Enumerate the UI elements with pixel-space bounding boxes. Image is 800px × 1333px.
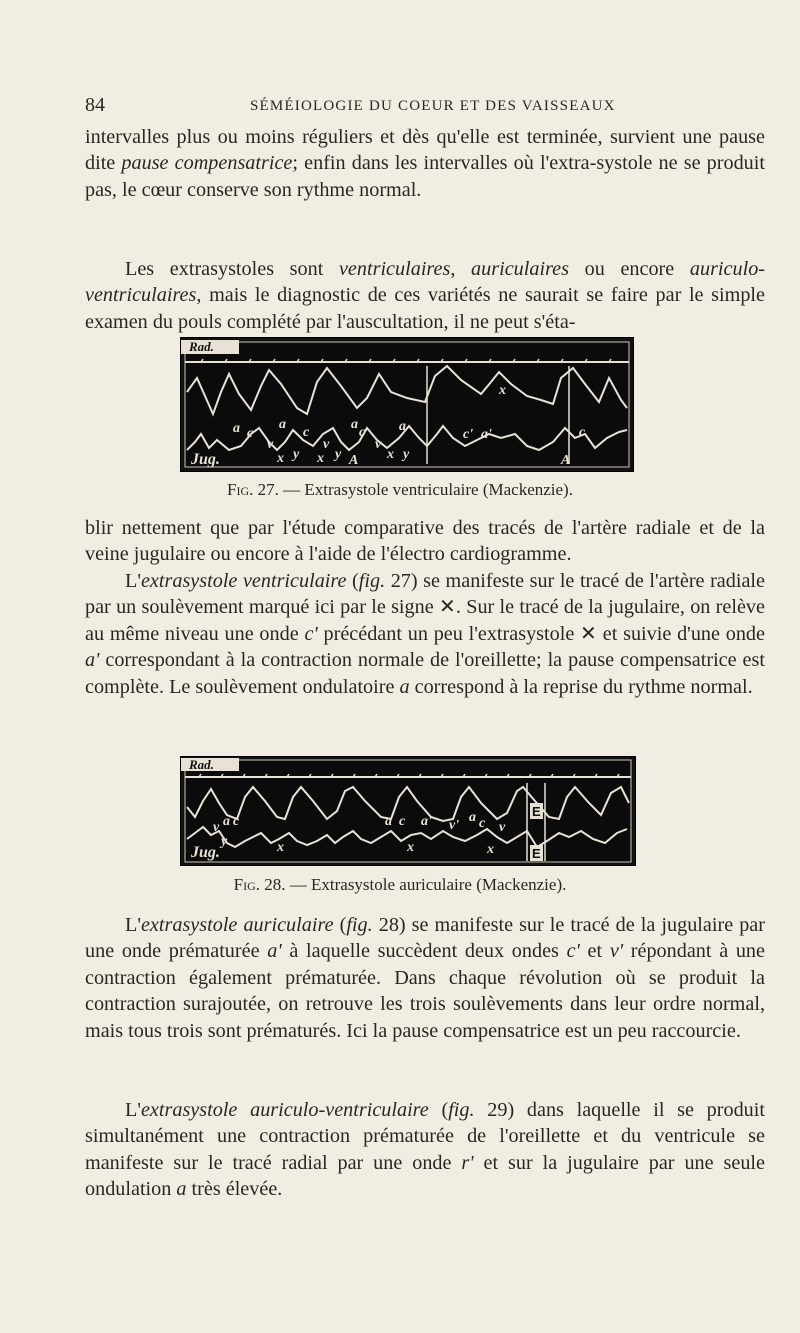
text-run: 27) se manifeste sur le tracé de l'artère radiale par un soulèvement marqué ici par le signe ✕. Sur le tracé de la jugulaire, on relève au même niveau une onde bbox=[85, 570, 765, 645]
fig27-label-y1: y bbox=[293, 447, 300, 462]
text-run: et bbox=[579, 940, 610, 963]
fig27-label-a3: a bbox=[351, 417, 358, 432]
text-run: ( bbox=[428, 1099, 449, 1121]
italic-text: a bbox=[176, 1178, 187, 1201]
text-run: correspondant à la contraction normale de l'oreillette; la pause compensatrice est complète. Le soulèvement ondulatoire bbox=[85, 649, 765, 698]
figure-27-caption-text: — Extrasystole ventriculaire (Mackenzie). bbox=[278, 480, 573, 499]
fig27-label-c3: c bbox=[359, 425, 366, 440]
fig27-label-jug: Jug. bbox=[191, 451, 220, 468]
italic-text: fig. bbox=[448, 1099, 475, 1121]
italic-text: v' bbox=[609, 940, 624, 963]
fig27-label-a4: a bbox=[399, 419, 406, 434]
running-head: SÉMÉIOLOGIE DU COEUR ET DES VAISSEAUX bbox=[250, 98, 616, 114]
italic-text: a' bbox=[85, 649, 100, 672]
italic-text: ventriculaires bbox=[338, 258, 451, 280]
fig27-label-v3: v bbox=[375, 437, 382, 452]
fig27-label-c1: c bbox=[247, 426, 254, 441]
fig28-label-rad: Rad. bbox=[189, 757, 214, 772]
paragraph-2 bbox=[85, 256, 765, 335]
fig27-label-A1: A bbox=[349, 453, 359, 468]
text-run: L' bbox=[125, 914, 141, 936]
italic-text: auriculaires bbox=[471, 258, 569, 280]
fig27-label-a2: a bbox=[279, 417, 286, 432]
page-header bbox=[0, 94, 800, 118]
fig27-label-extrasystole: x bbox=[499, 383, 506, 398]
fig27-label-c4: c' bbox=[463, 427, 474, 442]
fig27-label-v2: v bbox=[323, 437, 330, 452]
italic-text: pause compensatrice bbox=[121, 152, 293, 175]
fig27-label-y3: y bbox=[403, 447, 410, 462]
text-run: correspond à la reprise du rythme normal. bbox=[409, 675, 753, 698]
text-run: précédant un peu l'extrasystole ✕ et suivie d'une onde bbox=[317, 622, 765, 645]
figure-27-caption bbox=[0, 480, 800, 500]
text-run: L' bbox=[125, 1099, 141, 1121]
text-run: 29) dans laquelle il se produit simultanément une contraction prématurée de l'oreillette et du ventricule se manifeste sur le tracé radial par une onde bbox=[85, 1099, 765, 1174]
italic-text: c' bbox=[304, 622, 318, 645]
fig28-label-v1: v bbox=[213, 820, 220, 835]
text-run: intervalles plus ou moins réguliers et dès qu'elle est terminée, survient une pause dite bbox=[85, 126, 765, 175]
fig28-label-x1: x bbox=[277, 840, 284, 855]
italic-text: extrasystole auriculo-ventriculaire bbox=[140, 1099, 429, 1121]
paragraph-1 bbox=[85, 124, 765, 203]
fig28-label-x3: x bbox=[487, 842, 494, 857]
fig28-label-a4: a bbox=[469, 810, 476, 825]
fig27-label-v1: v bbox=[267, 437, 274, 452]
fig28-label-c1: c bbox=[233, 814, 240, 829]
page-number: 84 bbox=[85, 94, 105, 116]
figure-28-svg bbox=[181, 757, 635, 865]
fig27-label-a1: a bbox=[233, 421, 240, 436]
text-run: , mais le diagnostic de ces variétés ne saurait se faire par le simple examen du pouls complété par l'auscultation, il ne peut s'éta- bbox=[85, 284, 765, 333]
figure-27-caption-label: Fig. 27. bbox=[227, 480, 279, 499]
fig27-label-A2: A bbox=[561, 453, 571, 468]
fig28-label-v2: v' bbox=[449, 818, 460, 833]
italic-text: auriculo-ventriculaires bbox=[85, 258, 766, 307]
text-run: répondant à une contraction également prématurée. Dans chaque révolution où se produit la contraction surajoutée, on retrouve les trois soulèvements dans leur ordre normal, mais tous trois sont prématurés. Ici la pause compensatrice est un peu raccourcie. bbox=[85, 940, 765, 1042]
figure-27-trace bbox=[180, 337, 634, 472]
fig28-label-a2: a bbox=[385, 814, 392, 829]
text-run: blir nettement que par l'étude comparative des tracés de l'artère radiale et de la veine jugulaire ou encore à l'aide de l'électro cardiogramme. bbox=[85, 517, 765, 566]
text-run: L' bbox=[125, 570, 141, 592]
figure-28-caption-label: Fig. 28. bbox=[233, 875, 286, 894]
paragraph-5 bbox=[85, 912, 765, 1044]
fig27-label-y2: y bbox=[335, 447, 342, 462]
figure-28-caption bbox=[0, 875, 800, 895]
text-run: 28) se manifeste sur le tracé de la jugulaire par une onde prématurée bbox=[85, 914, 765, 963]
text-run: ; enfin dans les intervalles où l'extra-systole ne se produit pas, le cœur conserve son rythme normal. bbox=[85, 152, 765, 201]
paragraph-3 bbox=[85, 515, 765, 568]
italic-text: r' bbox=[461, 1151, 474, 1174]
italic-text: extrasystole ventriculaire bbox=[140, 570, 347, 592]
fig28-label-a1: a bbox=[223, 814, 230, 829]
fig27-label-x3: x bbox=[387, 447, 394, 462]
figure-28-trace bbox=[180, 756, 636, 866]
paragraph-4 bbox=[85, 568, 765, 700]
fig28-label-y1: y bbox=[221, 834, 228, 849]
italic-text: fig. bbox=[346, 914, 373, 936]
fig27-label-rad: Rad. bbox=[189, 339, 214, 354]
fig28-label-c2: c bbox=[399, 814, 406, 829]
text-run: très élevée. bbox=[186, 1178, 283, 1201]
text-run: et sur la jugulaire par une seule ondulation bbox=[85, 1151, 765, 1201]
text-run: à laquelle succèdent deux ondes bbox=[281, 940, 567, 963]
fig28-label-a3: a' bbox=[421, 814, 432, 829]
italic-text: c' bbox=[566, 940, 580, 963]
fig28-label-E2: E bbox=[532, 846, 541, 861]
italic-text: extrasystole auriculaire bbox=[140, 914, 334, 936]
fig28-label-c3: c bbox=[479, 816, 486, 831]
text-run: Les extrasystoles sont bbox=[125, 258, 339, 280]
figure-27-svg bbox=[181, 338, 633, 471]
text-run: ( bbox=[333, 914, 347, 936]
italic-text: a bbox=[399, 675, 410, 698]
fig27-label-x2: x bbox=[317, 451, 324, 466]
italic-text: a' bbox=[267, 940, 282, 963]
fig27-label-c5: c bbox=[579, 425, 586, 440]
figure-28-caption-text: — Extrasystole auriculaire (Mackenzie). bbox=[285, 875, 567, 894]
text-run: ( bbox=[346, 570, 359, 592]
text-run: , bbox=[450, 258, 472, 280]
paragraph-6 bbox=[85, 1097, 765, 1203]
fig27-label-a5: a' bbox=[481, 427, 492, 442]
fig28-label-x2: x bbox=[407, 840, 414, 855]
fig28-label-v3: v bbox=[499, 820, 506, 835]
fig27-label-c2: c bbox=[303, 425, 310, 440]
text-run: ou encore bbox=[569, 258, 690, 280]
fig27-label-x1: x bbox=[277, 451, 284, 466]
italic-text: fig. bbox=[358, 570, 386, 592]
fig28-label-jug: Jug. bbox=[191, 844, 220, 861]
fig28-label-E1: E bbox=[532, 804, 541, 819]
